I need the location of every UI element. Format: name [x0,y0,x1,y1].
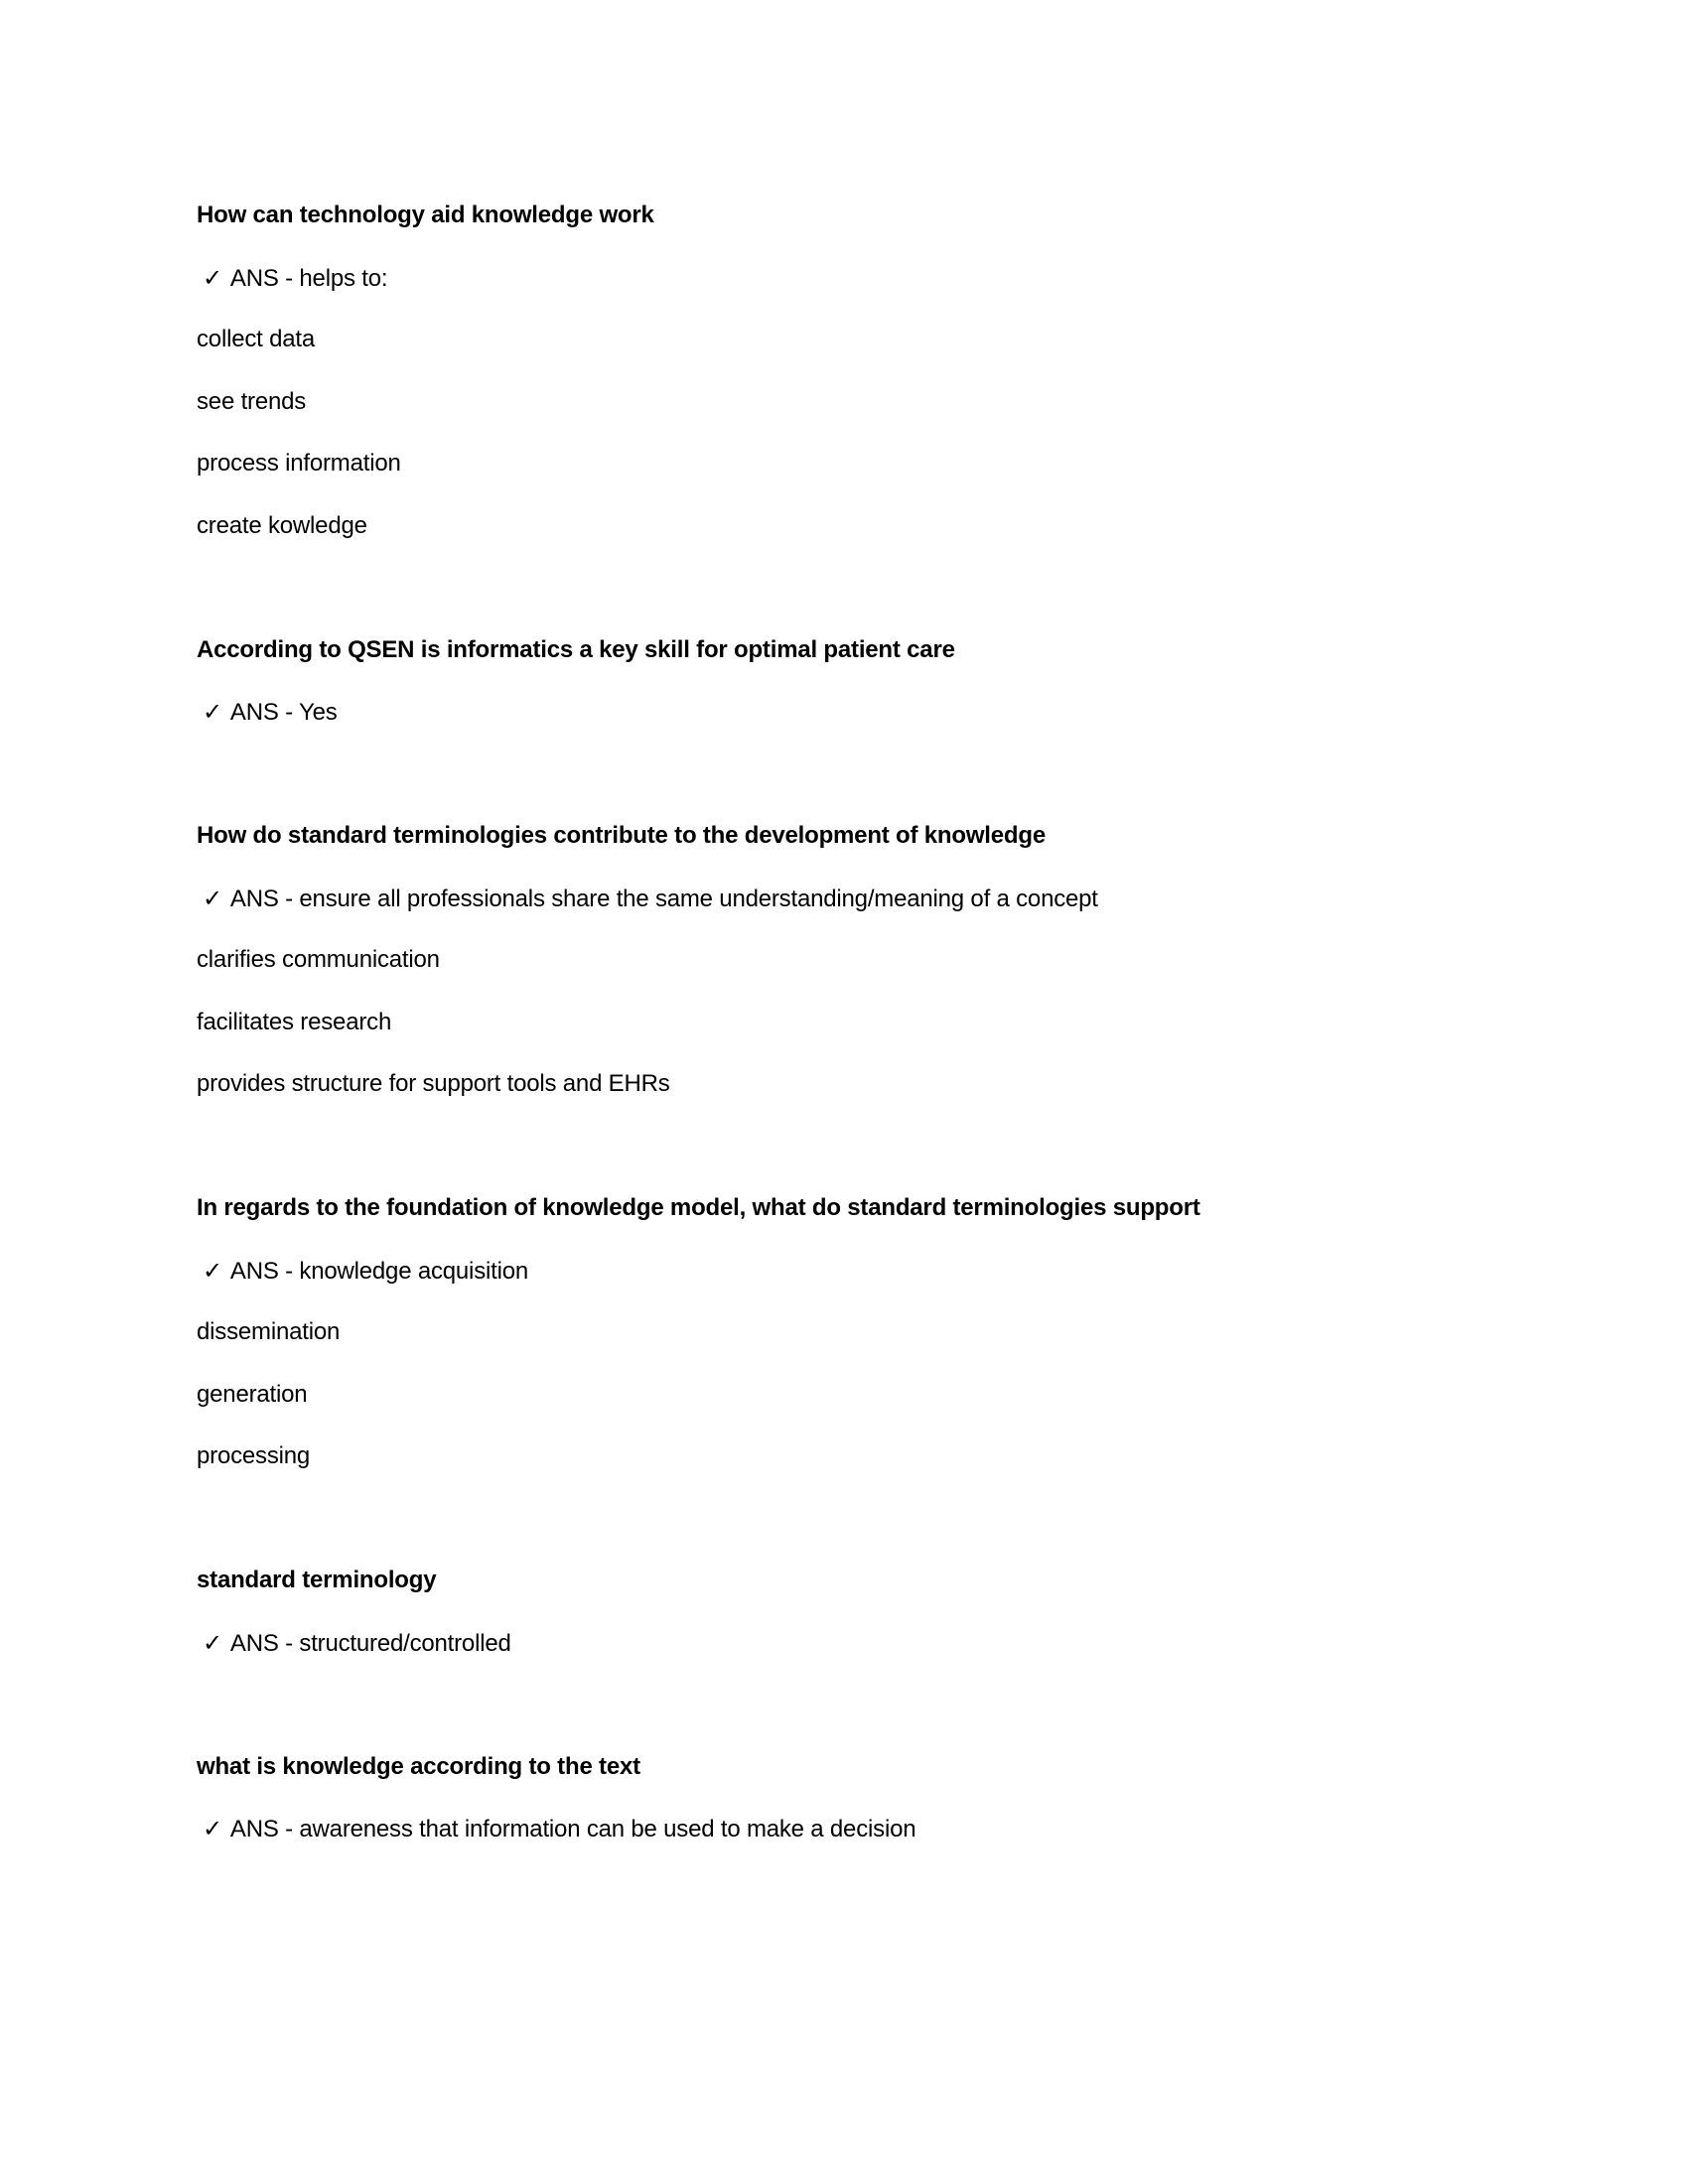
question-heading: In regards to the foundation of knowledge model, what do standard terminologies support [197,1194,1200,1221]
answer-line [197,1798,1487,1860]
answer-list-item: dissemination [197,1318,341,1345]
answer-text: ANS - knowledge acquisition [229,1257,529,1285]
answer-text: ANS - ensure all professionals share the same understanding/meaning of a concept [229,885,1098,912]
answer-line [197,1612,1487,1675]
answer-list-item: processing [197,1442,311,1469]
answer-text: ANS - helps to: [229,264,388,292]
answer-text: ANS - structured/controlled [229,1629,511,1657]
answer-line [197,247,1487,310]
answer-line [197,1240,1487,1302]
answer-list-item: facilitates research [197,1008,392,1035]
question-heading: How can technology aid knowledge work [197,202,654,228]
answer-text: ANS - awareness that information can be used to make a decision [229,1816,916,1843]
answer-list-item: process information [197,450,401,477]
question-heading: what is knowledge according to the text [197,1752,640,1780]
answer-line [197,868,1487,930]
question-heading: standard terminology [197,1567,437,1593]
question-heading: According to QSEN is informatics a key skill for optimal patient care [197,635,955,663]
spacer [197,1116,1487,1178]
spacer [197,557,1487,619]
checkmark-icon: ✓ [203,263,222,292]
answer-text: ANS - Yes [229,699,338,726]
answer-list-item: provides structure for support tools and EHRs [197,1070,670,1097]
answer-list-item: see trends [197,387,307,415]
answer-line [197,681,1487,744]
document-page [197,185,1487,1860]
checkmark-icon: ✓ [203,698,222,726]
answer-list-item: generation [197,1380,308,1408]
spacer [197,1674,1487,1736]
answer-list-item: create kowledge [197,511,367,539]
answer-list-item: collect data [197,326,316,352]
answer-list-item: clarifies communication [197,946,440,973]
checkmark-icon: ✓ [203,1815,222,1843]
checkmark-icon: ✓ [203,1628,222,1657]
checkmark-icon: ✓ [203,884,222,912]
checkmark-icon: ✓ [203,1256,222,1285]
spacer [197,1488,1487,1551]
spacer [197,744,1487,806]
question-heading: How do standard terminologies contribute to the development of knowledge [197,822,1046,849]
